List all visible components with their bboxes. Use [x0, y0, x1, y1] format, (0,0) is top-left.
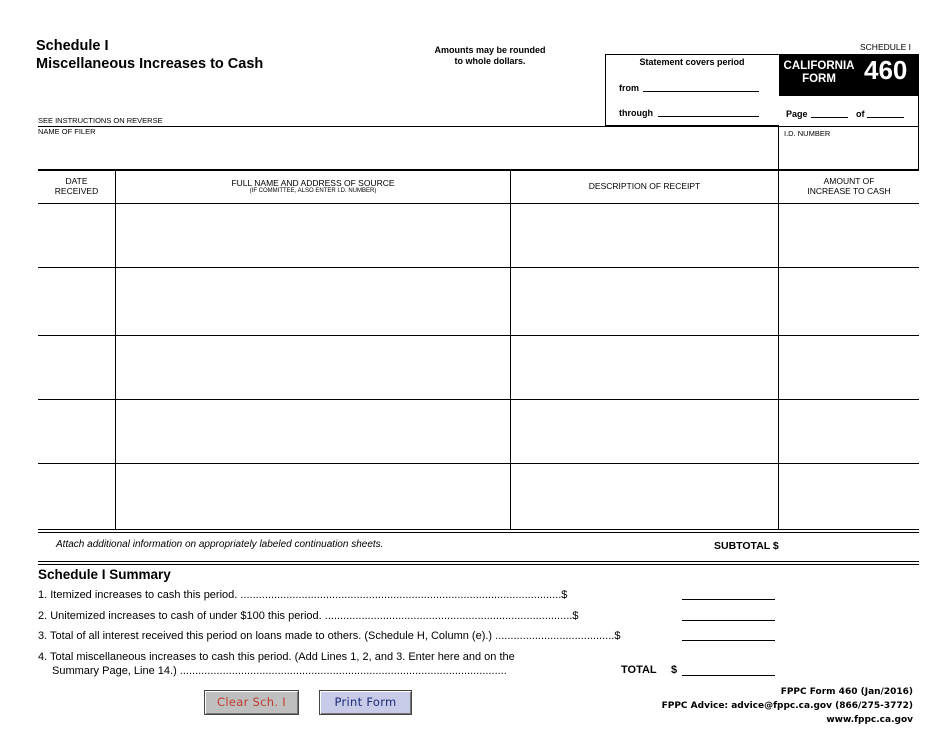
- col-header-source: [116, 178, 510, 194]
- from-field[interactable]: [643, 91, 759, 92]
- total-input[interactable]: [682, 675, 775, 676]
- id-number-label: I.D. NUMBER: [784, 129, 831, 138]
- description-cell[interactable]: [513, 338, 776, 396]
- row-rule-1: [38, 267, 919, 268]
- schedule-tag: SCHEDULE I: [860, 42, 912, 52]
- description-cell[interactable]: [513, 270, 776, 332]
- attach-note: Attach additional information on appropriately labeled continuation sheets.: [56, 539, 384, 550]
- summary-line-2-input[interactable]: [682, 620, 775, 621]
- col-header-date-2: RECEIVED: [54, 186, 99, 196]
- subtotal-label: SUBTOTAL $: [714, 540, 779, 552]
- amount-cell[interactable]: [781, 466, 917, 526]
- row-rule-3: [38, 399, 919, 400]
- col-divider-1: [115, 171, 116, 529]
- col-header-source-2: (IF COMMITTEE, ALSO ENTER I.D. NUMBER): [249, 188, 377, 194]
- header-bottom-rule: [38, 203, 919, 204]
- summary-line-3-input[interactable]: [682, 640, 775, 641]
- page-field[interactable]: [811, 117, 848, 118]
- page-label: Page: [786, 109, 808, 119]
- filer-top-rule: [38, 126, 919, 127]
- col-header-date: [38, 176, 115, 196]
- schedule-label: Schedule I: [36, 38, 109, 54]
- col-header-amount-1: AMOUNT OF: [823, 176, 875, 186]
- date-cell[interactable]: [40, 206, 113, 264]
- summary-line-1-input[interactable]: [682, 599, 775, 600]
- subtotal-input[interactable]: [786, 537, 916, 555]
- total-dollar-sign: $: [671, 664, 678, 676]
- id-number-input[interactable]: [784, 140, 914, 164]
- name-of-filer-label: NAME OF FILER: [38, 127, 96, 136]
- source-cell[interactable]: [118, 270, 508, 332]
- col-divider-3: [778, 171, 779, 529]
- row-rule-2: [38, 335, 919, 336]
- summary-line-3: 3. Total of all interest received this period on loans made to others. (Schedule H, Column (e).) .......................................$: [38, 630, 621, 642]
- rounding-note-line-2: to whole dollars.: [454, 56, 526, 66]
- date-cell[interactable]: [40, 402, 113, 460]
- summary-top-rule: [38, 561, 919, 562]
- rounding-note-line-1: Amounts may be rounded: [434, 45, 546, 55]
- form-badge-line-1: CALIFORNIA: [783, 60, 855, 72]
- footer-form-id: FPPC Form 460 (Jan/2016): [780, 687, 913, 697]
- summary-line-4b: Summary Page, Line 14.) ...........................................................................................................: [52, 665, 507, 677]
- col-header-amount-2: INCREASE TO CASH: [807, 186, 891, 196]
- form-number: 460: [864, 55, 908, 85]
- date-cell[interactable]: [40, 338, 113, 396]
- source-cell[interactable]: [118, 206, 508, 264]
- amount-cell[interactable]: [781, 338, 917, 396]
- amount-cell[interactable]: [781, 402, 917, 460]
- col-header-amount: [779, 176, 919, 196]
- date-cell[interactable]: [40, 270, 113, 332]
- name-of-filer-input[interactable]: [60, 138, 760, 164]
- rounding-note: [410, 45, 570, 67]
- row-rule-4: [38, 463, 919, 464]
- description-cell[interactable]: [513, 206, 776, 264]
- print-form-button[interactable]: Print Form: [319, 690, 412, 715]
- of-label: of: [856, 109, 865, 119]
- from-label: from: [619, 83, 639, 93]
- table-bottom-rule: [38, 529, 919, 530]
- id-divider: [778, 126, 779, 170]
- footer-website: www.fppc.ca.gov: [826, 715, 913, 725]
- amount-cell[interactable]: [781, 270, 917, 332]
- col-divider-2: [510, 171, 511, 529]
- badge-right-border: [918, 96, 919, 170]
- summary-title: Schedule I Summary: [38, 567, 171, 582]
- period-title: Statement covers period: [639, 57, 745, 67]
- page-title: Miscellaneous Increases to Cash: [36, 56, 264, 72]
- through-label: through: [619, 108, 653, 118]
- description-cell[interactable]: [513, 402, 776, 460]
- see-instructions: SEE INSTRUCTIONS ON REVERSE: [38, 116, 163, 125]
- table-top-rule: [38, 169, 919, 171]
- col-header-date-1: DATE: [65, 176, 88, 186]
- summary-line-2: 2. Unitemized increases to cash of under $100 this period. .................................................................................$: [38, 610, 579, 622]
- footer-advice: FPPC Advice: advice@fppc.ca.gov (866/275-3772): [661, 701, 913, 711]
- col-header-description: DESCRIPTION OF RECEIPT: [588, 181, 701, 191]
- description-cell[interactable]: [513, 466, 776, 526]
- summary-line-1: 1. Itemized increases to cash this period. .........................................................................................................$: [38, 589, 568, 601]
- summary-top-rule-2: [38, 564, 919, 565]
- through-field[interactable]: [658, 116, 759, 117]
- summary-line-4a: 4. Total miscellaneous increases to cash this period. (Add Lines 1, 2, and 3. Enter here and on the: [38, 651, 515, 663]
- form-badge-line-2: FORM: [802, 73, 836, 85]
- total-label: TOTAL: [621, 664, 657, 676]
- amount-cell[interactable]: [781, 206, 917, 264]
- form-badge-label: [783, 60, 855, 86]
- source-cell[interactable]: [118, 338, 508, 396]
- table-bottom-rule-2: [38, 532, 919, 533]
- source-cell[interactable]: [118, 402, 508, 460]
- clear-schedule-button[interactable]: Clear Sch. I: [204, 690, 299, 715]
- col-header-source-1: FULL NAME AND ADDRESS OF SOURCE: [231, 178, 395, 188]
- of-field[interactable]: [867, 117, 904, 118]
- date-cell[interactable]: [40, 466, 113, 526]
- footer: [662, 685, 913, 727]
- source-cell[interactable]: [118, 466, 508, 526]
